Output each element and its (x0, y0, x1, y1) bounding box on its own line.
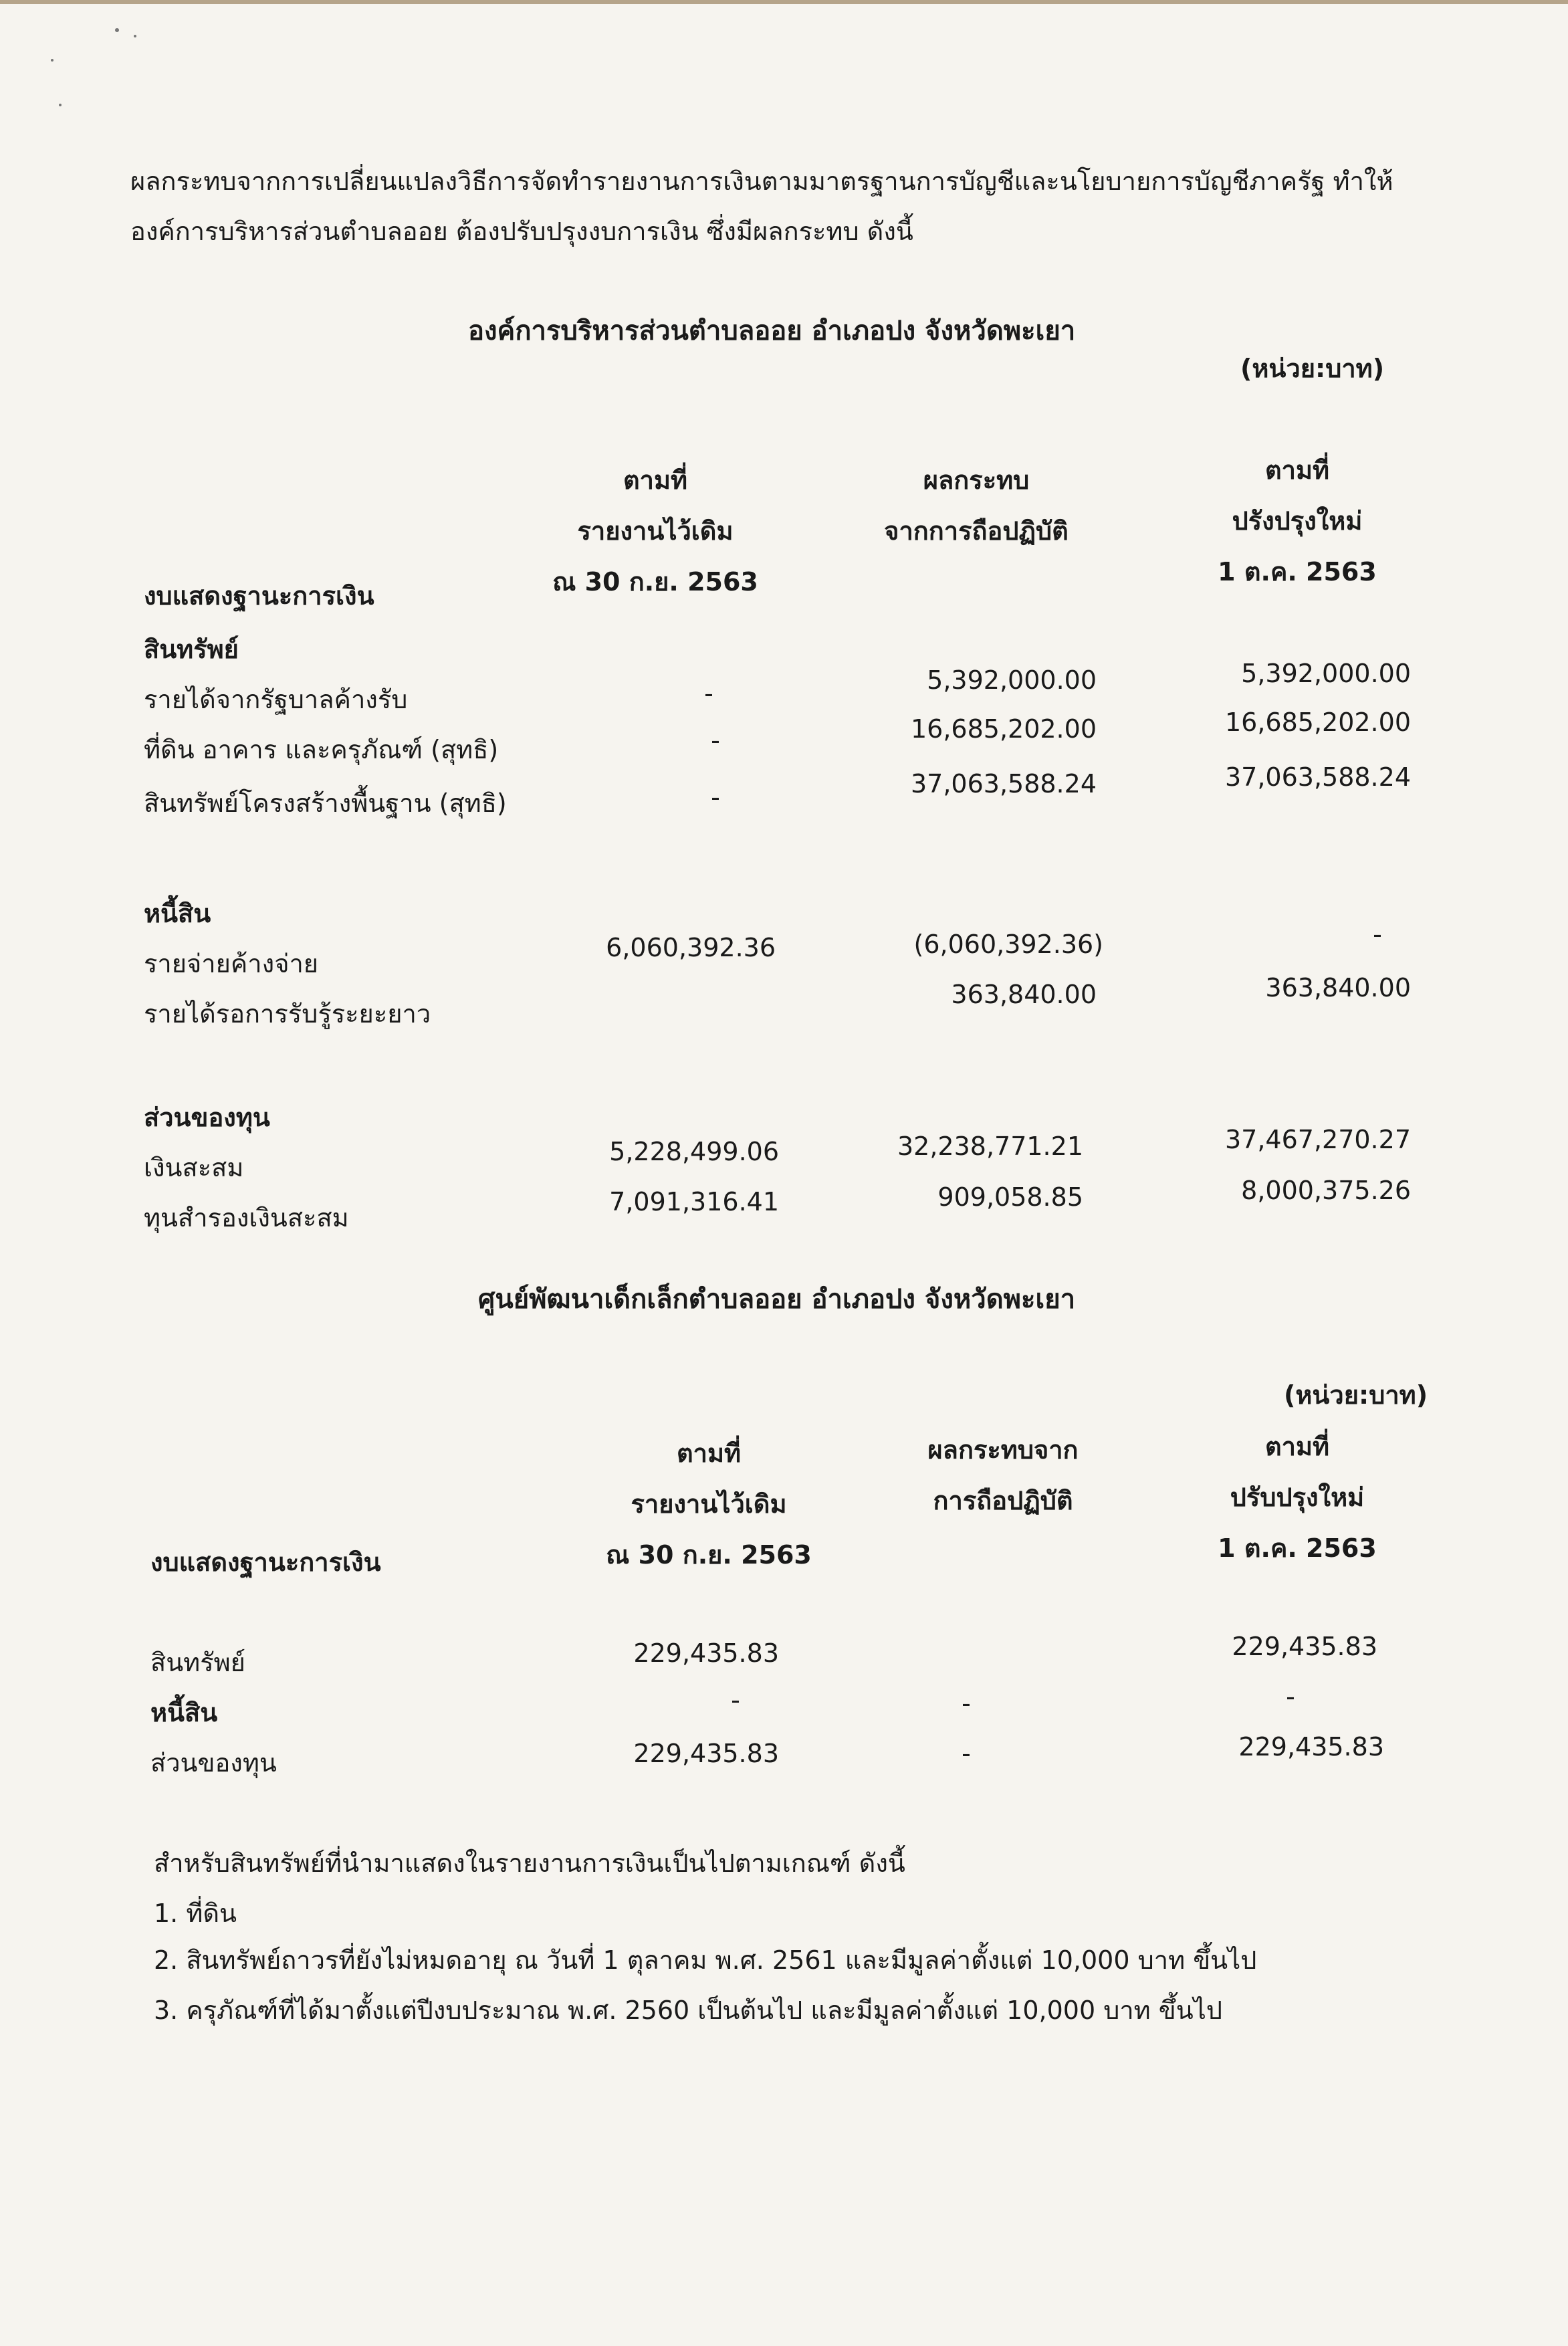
row-restated: 363,840.00 (1265, 973, 1411, 1002)
col-header-line: ณ 30 ก.ย. 2563 (552, 567, 758, 597)
row-label: รายจ่ายค้างจ่าย (144, 949, 319, 978)
col-header-line: 1 ต.ค. 2563 (1218, 1533, 1377, 1563)
section1-unit: (หน่วย:บาท) (1240, 354, 1385, 383)
col-header-line: ปรับปรุงใหม่ (1230, 1483, 1365, 1512)
section2-col-original-header (588, 1428, 829, 1580)
section1-col-restated-header (1177, 445, 1418, 597)
section1-col-impact-header (843, 455, 1110, 556)
intro-line-2: องค์การบริหารส่วนตำบลออย ต้องปรับปรุงงบการเงิน ซึ่งมีผลกระทบ ดังนี้ (130, 217, 913, 246)
row-label: ที่ดิน อาคาร และครุภัณฑ์ (สุทธิ) (144, 735, 499, 764)
col-header-line: รายงานไว้เดิม (631, 1489, 787, 1519)
row-original: - (731, 1685, 740, 1715)
section2-statement-label: งบแสดงฐานะการเงิน (150, 1548, 381, 1577)
scan-speck (134, 35, 136, 37)
row-original: 7,091,316.41 (609, 1187, 779, 1216)
row-impact: - (962, 1689, 971, 1718)
liabilities-heading: หนี้สิน (144, 899, 211, 928)
col-header-line: ตามที่ (623, 465, 688, 495)
row-label: ส่วนของทุน (150, 1748, 277, 1778)
row-restated: 37,063,588.24 (1224, 762, 1411, 792)
col-header-line: ผลกระทบจาก (927, 1435, 1079, 1465)
criteria-item: 1. ที่ดิน (154, 1899, 237, 1928)
col-header-line: 1 ต.ค. 2563 (1218, 557, 1377, 586)
equity-heading: ส่วนของทุน (144, 1103, 270, 1132)
row-label: หนี้สิน (150, 1698, 218, 1727)
row-label: รายได้จากรัฐบาลค้างรับ (144, 685, 408, 714)
row-impact: 32,238,771.21 (897, 1132, 1083, 1161)
row-original: - (704, 679, 713, 708)
section1-col-original-header (535, 455, 776, 607)
row-label: สินทรัพย์โครงสร้างพื้นฐาน (สุทธิ) (144, 788, 507, 818)
col-header-line: ตามที่ (1264, 1432, 1330, 1461)
section2-col-impact-header (883, 1424, 1123, 1526)
assets-heading: สินทรัพย์ (144, 635, 239, 664)
col-header-line: จากการถือปฏิบัติ (884, 516, 1069, 546)
row-original: - (711, 726, 720, 755)
col-header-line: ตามที่ (676, 1438, 742, 1468)
criteria-heading: สำหรับสินทรัพย์ที่นำมาแสดงในรายงานการเงินเป็นไปตามเกณฑ์ ดังนี้ (154, 1848, 905, 1878)
criteria-item: 2. สินทรัพย์ถาวรที่ยังไม่หมดอายุ ณ วันที่ 1 ตุลาคม พ.ศ. 2561 และมีมูลค่าตั้งแต่ 10,000 บาท ขึ้นไป (154, 1945, 1257, 1975)
row-original: 229,435.83 (633, 1739, 779, 1768)
page-top-edge (0, 0, 1568, 4)
row-impact: 16,685,202.00 (910, 714, 1097, 744)
section2-col-restated-header (1177, 1421, 1418, 1574)
col-header-line: ตามที่ (1264, 455, 1330, 485)
col-header-line: การถือปฏิบัติ (933, 1486, 1073, 1515)
row-label: รายได้รอการรับรู้ระยะยาว (144, 999, 431, 1029)
row-restated: 229,435.83 (1232, 1632, 1377, 1661)
scan-speck (115, 28, 119, 32)
section1-title: องค์การบริหารส่วนตำบลออย อำเภอปง จังหวัดพะเยา (468, 316, 1076, 346)
row-original: 229,435.83 (633, 1638, 779, 1668)
row-restated: - (1286, 1682, 1295, 1711)
col-header-line: ณ 30 ก.ย. 2563 (606, 1540, 812, 1570)
section2-unit: (หน่วย:บาท) (1284, 1380, 1428, 1410)
col-header-line: ผลกระทบ (923, 465, 1030, 495)
intro-line-1: ผลกระทบจากการเปลี่ยนแปลงวิธีการจัดทำรายงานการเงินตามมาตรฐานการบัญชีและนโยบายการบัญชีภาครัฐ ทำให้ (130, 167, 1393, 196)
row-restated: 8,000,375.26 (1241, 1176, 1411, 1205)
criteria-item: 3. ครุภัณฑ์ที่ได้มาตั้งแต่ปีงบประมาณ พ.ศ. 2560 เป็นต้นไป และมีมูลค่าตั้งแต่ 10,000 บาท ขึ้นไป (154, 1996, 1222, 2025)
row-impact: 37,063,588.24 (910, 769, 1097, 798)
row-impact: 909,058.85 (937, 1182, 1083, 1212)
row-original: 6,060,392.36 (606, 933, 776, 962)
row-original: 5,228,499.06 (609, 1137, 779, 1166)
scan-speck (51, 59, 53, 62)
row-impact: - (962, 1739, 971, 1768)
row-label: สินทรัพย์ (150, 1648, 245, 1677)
row-restated: 37,467,270.27 (1224, 1125, 1411, 1154)
row-original: - (711, 782, 720, 812)
section2-title: ศูนย์พัฒนาเด็กเล็กตำบลออย อำเภอปง จังหวัดพะเยา (478, 1284, 1076, 1315)
row-label: ทุนสำรองเงินสะสม (144, 1203, 349, 1233)
col-header-line: รายงานไว้เดิม (577, 516, 734, 546)
section1-statement-label: งบแสดงฐานะการเงิน (144, 581, 374, 611)
row-restated: - (1373, 920, 1382, 949)
scan-speck (59, 104, 62, 106)
row-restated: 16,685,202.00 (1224, 708, 1411, 737)
row-restated: 229,435.83 (1238, 1732, 1384, 1762)
col-header-line: ปรังปรุงใหม่ (1232, 506, 1363, 536)
row-label: เงินสะสม (144, 1153, 244, 1182)
row-impact: (6,060,392.36) (913, 930, 1103, 959)
row-restated: 5,392,000.00 (1241, 659, 1411, 688)
row-impact: 5,392,000.00 (927, 665, 1097, 695)
row-impact: 363,840.00 (951, 980, 1097, 1009)
